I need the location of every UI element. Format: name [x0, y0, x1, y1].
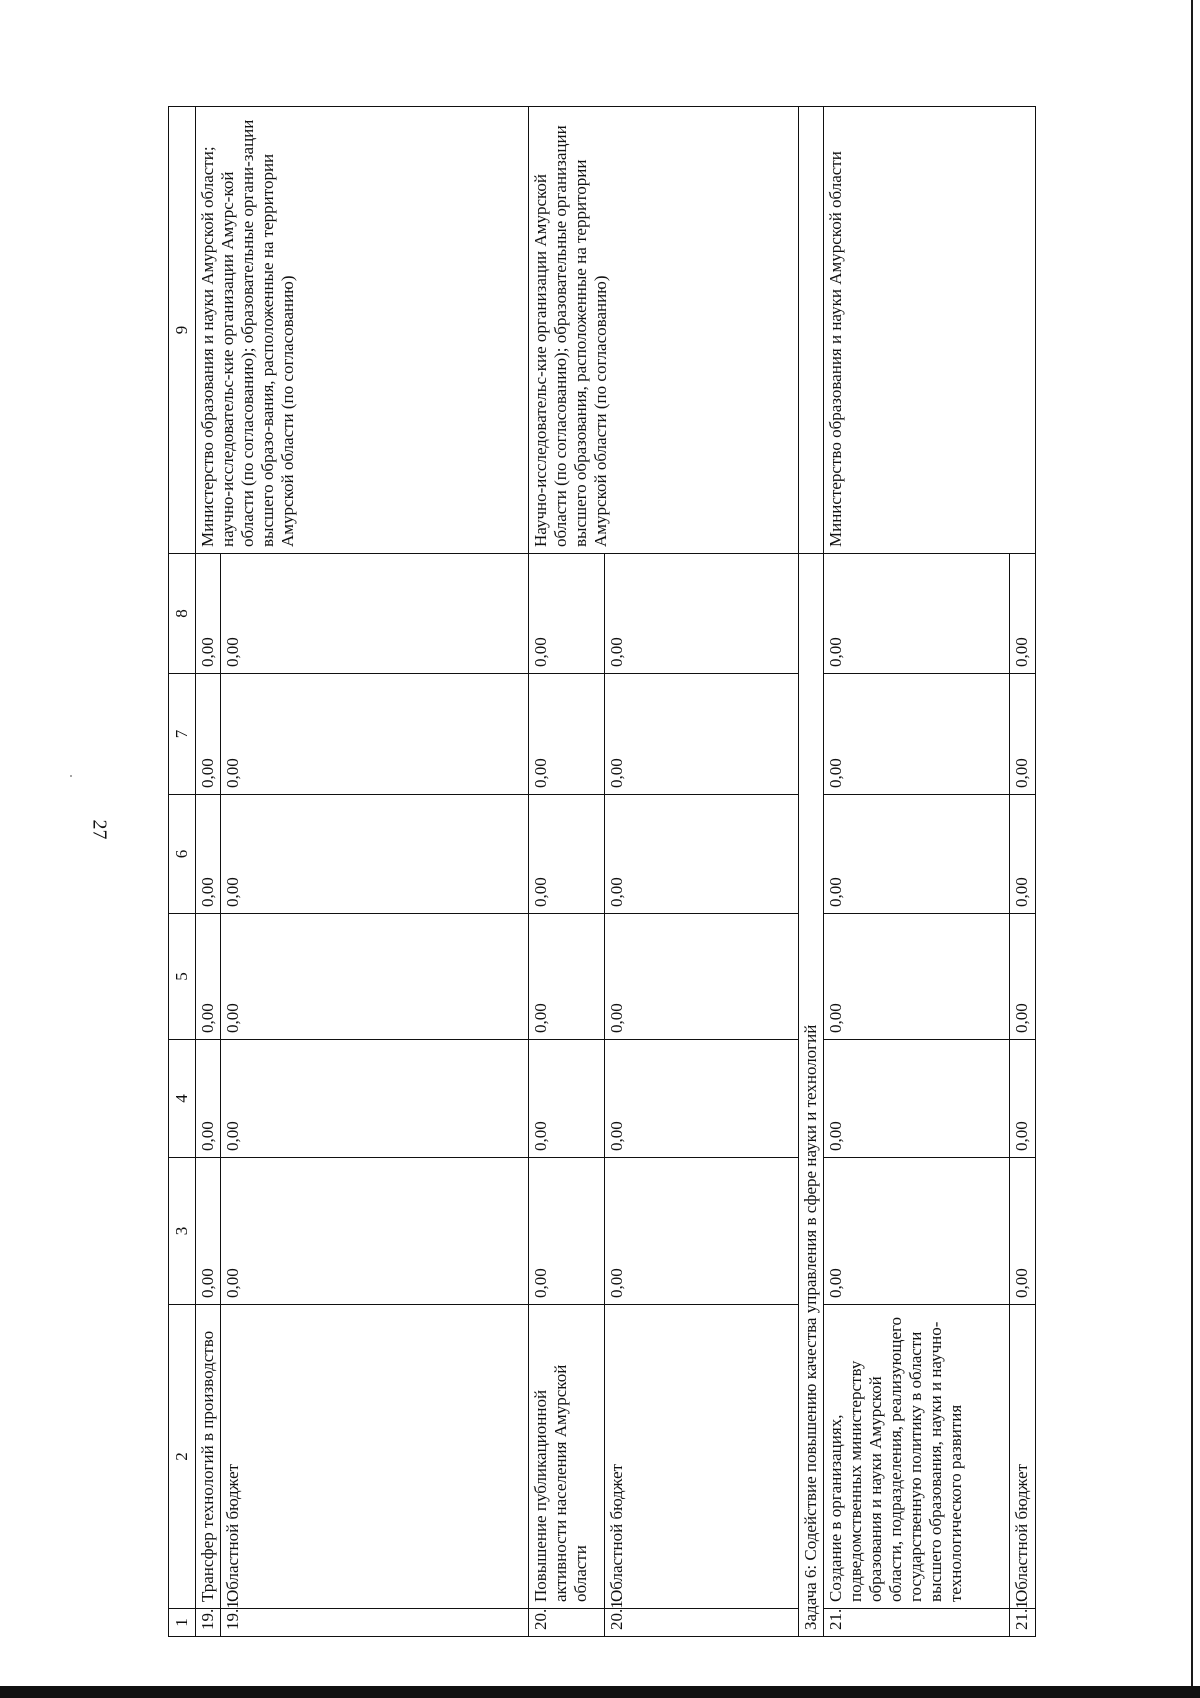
program-table: [168, 106, 1036, 1637]
table-row-20: [529, 107, 605, 1637]
page-number: 27: [88, 819, 111, 840]
header-cell-7: 7: [169, 674, 196, 795]
value-cell: 0,00: [529, 1040, 605, 1158]
value-cell: 0,00: [824, 1040, 1010, 1158]
row-name: Повышение публикационной активности населения Амурской области: [529, 1305, 605, 1609]
value-cell: 0,00: [605, 554, 799, 674]
table-container: [168, 107, 1097, 1637]
scan-artifact-dot: [70, 775, 72, 777]
header-row: [169, 107, 196, 1637]
value-cell: 0,00: [529, 914, 605, 1040]
value-cell: 0,00: [196, 1040, 221, 1158]
value-cell: 0,00: [1010, 1158, 1036, 1305]
task-row-blank: [799, 107, 824, 554]
row-number: 21.1.: [1010, 1609, 1036, 1637]
executor-cell: Научно-исследовательс-кие организации Амурской области (по согласованию); образовательные организации высшего образования, расположенные на территории Амурской области (по согласованию): [529, 107, 799, 554]
row-name: Создание в организациях, подведомственных министерству образования и науки Амурской области, подразделения, реализующего государственную политику в области высшего образования, науки и научно-технологического развития: [824, 1305, 1010, 1609]
value-cell: 0,00: [824, 554, 1010, 674]
header-cell-5: 5: [169, 914, 196, 1040]
value-cell: 0,00: [196, 914, 221, 1040]
scan-edge-bottom: [0, 1686, 1200, 1698]
header-cell-2: 2: [169, 1305, 196, 1609]
header-cell-4: 4: [169, 1040, 196, 1158]
task-title: Задача 6: Содействие повышению качества управления в сфере науки и технологий: [799, 554, 824, 1637]
row-name: Областной бюджет: [1010, 1305, 1036, 1609]
value-cell: 0,00: [605, 674, 799, 795]
value-cell: 0,00: [221, 1158, 529, 1305]
value-cell: 0,00: [529, 554, 605, 674]
value-cell: 0,00: [196, 795, 221, 914]
value-cell: 0,00: [221, 795, 529, 914]
value-cell: 0,00: [605, 795, 799, 914]
value-cell: 0,00: [196, 554, 221, 674]
value-cell: 0,00: [221, 674, 529, 795]
value-cell: 0,00: [221, 914, 529, 1040]
value-cell: 0,00: [824, 1158, 1010, 1305]
value-cell: 0,00: [605, 1158, 799, 1305]
value-cell: 0,00: [196, 674, 221, 795]
table-row-19: [196, 107, 221, 1637]
header-cell-8: 8: [169, 554, 196, 674]
value-cell: 0,00: [1010, 1040, 1036, 1158]
value-cell: 0,00: [605, 914, 799, 1040]
value-cell: 0,00: [1010, 914, 1036, 1040]
header-cell-3: 3: [169, 1158, 196, 1305]
value-cell: 0,00: [1010, 795, 1036, 914]
value-cell: 0,00: [196, 1158, 221, 1305]
value-cell: 0,00: [824, 795, 1010, 914]
row-number: 19.1.: [221, 1609, 529, 1637]
header-cell-9: 9: [169, 107, 196, 554]
row-name: Трансфер технологий в производство: [196, 1305, 221, 1609]
row-number: 20.1.: [605, 1609, 799, 1637]
value-cell: 0,00: [529, 1158, 605, 1305]
row-number: 21.: [824, 1609, 1010, 1637]
row-name: Областной бюджет: [605, 1305, 799, 1609]
executor-cell: Министерство образования и науки Амурской области; научно-исследовательс-кие организации Амурс-кой области (по согласованию); образовательные органи-зации высшего образо-вания, расположенные на территории Амурской области (по согласованию): [196, 107, 529, 554]
executor-cell: Министерство образования и науки Амурской области: [824, 107, 1036, 554]
header-cell-1: 1: [169, 1609, 196, 1637]
row-name: Областной бюджет: [221, 1305, 529, 1609]
value-cell: 0,00: [221, 554, 529, 674]
value-cell: 0,00: [824, 674, 1010, 795]
value-cell: 0,00: [605, 1040, 799, 1158]
value-cell: 0,00: [1010, 674, 1036, 795]
value-cell: 0,00: [529, 674, 605, 795]
value-cell: 0,00: [1010, 554, 1036, 674]
value-cell: 0,00: [221, 1040, 529, 1158]
scan-edge-right: [1191, 0, 1193, 1698]
value-cell: 0,00: [824, 914, 1010, 1040]
row-number: 20.: [529, 1609, 605, 1637]
row-number: 19.: [196, 1609, 221, 1637]
header-cell-6: 6: [169, 795, 196, 914]
table-row-21: [824, 107, 1010, 1637]
value-cell: 0,00: [529, 795, 605, 914]
task-row: [799, 107, 824, 1637]
